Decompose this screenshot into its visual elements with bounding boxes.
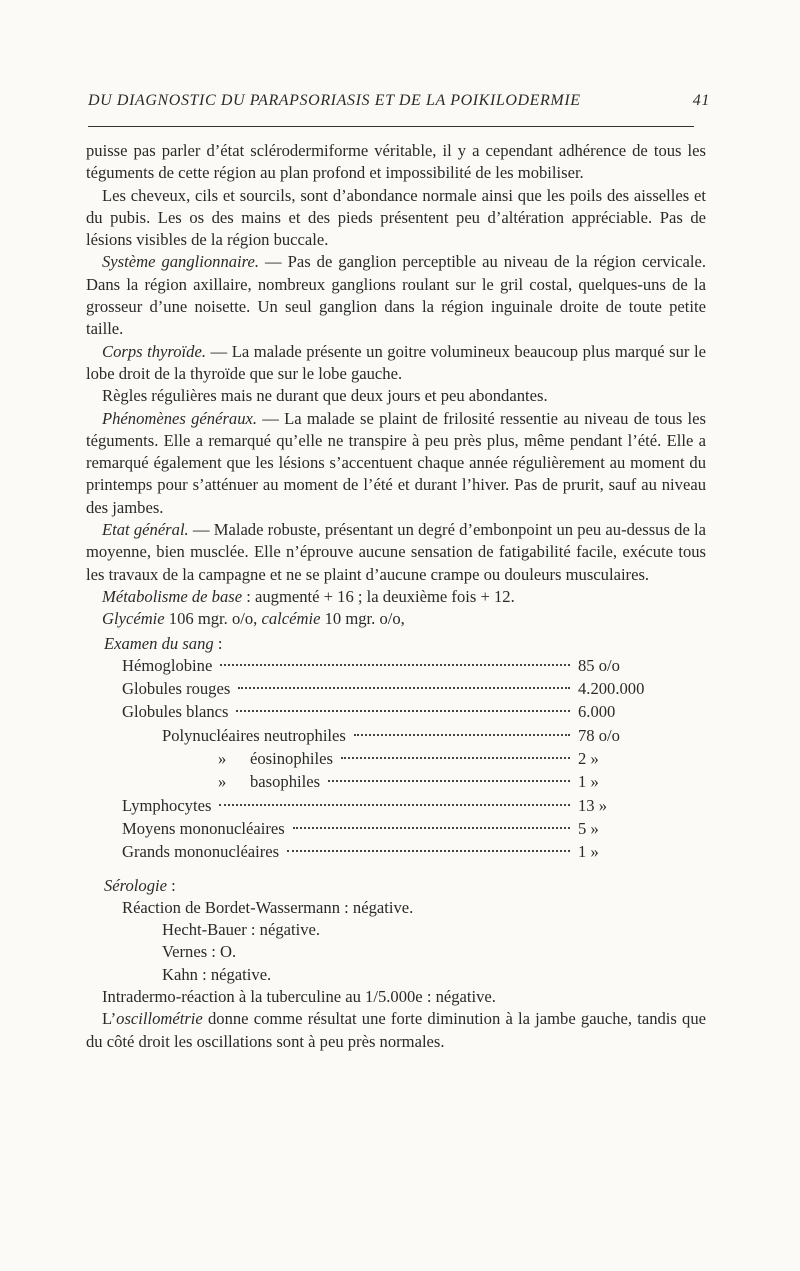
section-lead: Système ganglionnaire. [102, 252, 260, 272]
blood-table [86, 655, 706, 865]
paragraph-thyroid: Corps thyroïde. — La malade présente un goitre volumineux beaucoup plus marqué sur le lobe droit de la thyroïde que sur le lobe gauche. [86, 341, 706, 383]
section-lead: Corps thyroïde. [102, 341, 206, 361]
serology-bw: Réaction de Bordet-Wassermann : négative. [122, 897, 414, 917]
leader-dots [341, 757, 570, 759]
running-header [88, 92, 710, 110]
table-row: Hémoglobine 85 o/o [122, 655, 620, 675]
paragraph-continuation: puisse pas parler d’état sclérodermiforme véritable, il y a cependant adhérence de tous les téguments de cette région au plan profond et impossibilité de les mobiliser. [86, 141, 706, 183]
leader-dots [354, 734, 570, 736]
section-lead: Etat général. [102, 520, 189, 540]
section-lead: Phénomènes généraux. [102, 408, 258, 428]
page-number: 41 [692, 92, 710, 109]
table-row: Lymphocytes 13 » [122, 795, 608, 815]
paragraph-general-phenomena: Phénomènes généraux. — La malade se plaint de frilosité ressentie au niveau de tous les téguments. Elle a remarqué qu’elle ne transpire à peu près plus, même pendant l’été. Elle a remarqué également que les lésions s’accentuent chaque année régulièrement au moment du printemps pour s’atténuer au moment de l’été et durant l’hiver. Pas de prurit, sauf au niveau des jambes. [86, 408, 706, 517]
paragraph-metabolism: Métabolisme de base : augmenté + 16 ; la deuxième fois + 12. [102, 586, 515, 606]
serology-heading: Sérologie : [104, 875, 176, 895]
paragraph-menses: Règles régulières mais ne durant que deux jours et peu abondantes. [102, 386, 548, 406]
running-title: DU DIAGNOSTIC DU PARAPSORIASIS ET DE LA POIKILODERMIE [88, 92, 581, 109]
serology-hecht: Hecht-Bauer : négative. [162, 920, 321, 940]
leader-dots [219, 804, 570, 806]
serology-kahn: Kahn : négative. [162, 964, 272, 984]
section-lead: Métabolisme de base [102, 586, 243, 606]
paragraph-lymph-nodes: Système ganglionnaire. — Pas de ganglion perceptible au niveau de la région cervicale. Dans la région axillaire, nombreux ganglions roulant sur le gril costal, quelques-uns de la grosseur d’une noisette. Un seul ganglion dans la région inguinale droite de toute petite taille. [86, 252, 706, 339]
paragraph-tuberculin: Intradermo-réaction à la tuberculine au 1/5.000e : négative. [102, 986, 496, 1006]
paragraph-hair: Les cheveux, cils et sourcils, sont d’abondance normale ainsi que les poils des aisselles et du pubis. Les os des mains et des pieds présentent peu d’altération appréciable. Pas de lésions visibles de la région buccale. [86, 185, 706, 250]
table-row: Moyens mononucléaires 5 » [122, 818, 599, 838]
paragraph-glycemia: Glycémie 106 mgr. o/o, calcémie 10 mgr. o/o, [102, 609, 405, 629]
table-row: Grands mononucléaires 1 » [122, 842, 599, 862]
table-row: Globules blancs 6.000 [122, 702, 616, 722]
serology-vernes: Vernes : O. [162, 942, 237, 962]
table-row: » éosinophiles 2 » [218, 749, 599, 769]
leader-dots [238, 687, 570, 689]
leader-dots [220, 664, 570, 666]
table-row: Globules rouges 4.200.000 [122, 679, 645, 699]
header-rule [88, 126, 694, 127]
paragraph-oscillometry: L’oscillométrie donne comme résultat une forte diminution à la jambe gauche, tandis que du côté droit les oscillations sont à peu près normales. [86, 1009, 706, 1051]
leader-dots [287, 850, 570, 852]
table-row: » basophiles 1 » [218, 772, 599, 792]
paragraph-general-state: Etat général. — Malade robuste, présentant un degré d’embonpoint un peu au-dessus de la moyenne, bien musclée. Elle n’éprouve aucune sensation de fatigabilité facile, exécute tous les travaux de la campagne et ne se plaint d’aucune crampe ou douleurs musculaires. [86, 520, 706, 584]
table-row: Polynucléaires neutrophiles 78 o/o [162, 725, 620, 745]
blood-exam-heading: Examen du sang : [104, 633, 223, 653]
body-text [86, 140, 706, 1053]
section-lead: Glycémie [102, 609, 165, 629]
leader-dots [293, 827, 570, 829]
leader-dots [236, 710, 570, 712]
leader-dots [328, 780, 570, 782]
